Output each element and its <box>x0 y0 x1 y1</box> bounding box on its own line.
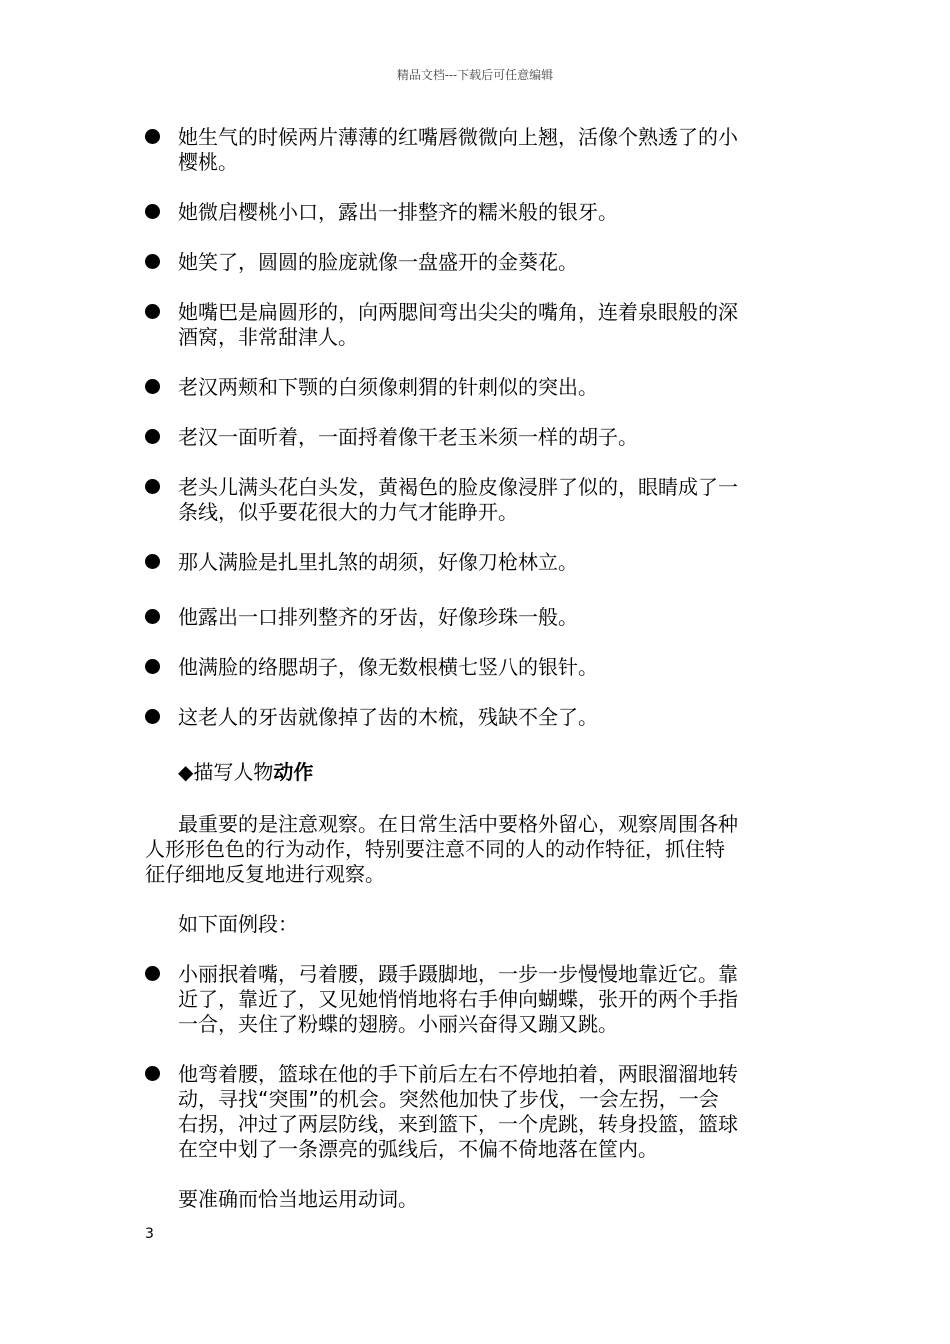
example-intro: 如下面例段： <box>178 912 298 936</box>
page-number: 3 <box>145 1226 154 1242</box>
bullet-line: 她笑了，圆圆的脸庞就像一盘盛开的金葵花。 <box>178 250 578 274</box>
bullet-line: 她微启樱桃小口，露出一排整齐的糯米般的银牙。 <box>178 200 618 224</box>
bullet-line: 樱桃。 <box>178 150 238 174</box>
bullet-dot <box>145 966 160 981</box>
bullet-dot <box>145 379 160 394</box>
bullet-line: 那人满脸是扎里扎煞的胡须，好像刀枪林立。 <box>178 550 578 574</box>
bullet-line: 酒窝，非常甜津人。 <box>178 325 358 349</box>
heading-bold-text: 动作 <box>273 760 314 784</box>
bullet-line: 在空中划了一条漂亮的弧线后，不偏不倚地落在筐内。 <box>178 1137 658 1161</box>
page-header: 精品文档---下载后可任意编辑 <box>396 68 554 82</box>
bullet-line: 他露出一口排列整齐的牙齿，好像珍珠一般。 <box>178 605 578 629</box>
bullet-line: 动，寻找“突围”的机会。突然他加快了步伐，一会左拐，一会 <box>178 1087 719 1111</box>
bullet-line: 老汉两颊和下颚的白须像刺猬的针刺似的突出。 <box>178 375 598 399</box>
heading-text: 描写人物 <box>193 760 274 784</box>
bullet-dot <box>145 554 160 569</box>
bullet-dot <box>145 609 160 624</box>
bullet-line: 老汉一面听着，一面捋着像干老玉米须一样的胡子。 <box>178 425 638 449</box>
paragraph-line: 人形形色色的行为动作，特别要注意不同的人的动作特征，抓住特 <box>145 837 725 861</box>
bullet-line: 条线，似乎要花很大的力气才能睁开。 <box>178 500 518 524</box>
bullet-line: 她嘴巴是扁圆形的，向两腮间弯出尖尖的嘴角，连着泉眼般的深 <box>178 300 738 324</box>
bullet-line: 一合，夹住了粉蝶的翅膀。小丽兴奋得又蹦又跳。 <box>178 1012 618 1036</box>
bullet-dot <box>145 254 160 269</box>
bullet-line: 这老人的牙齿就像掉了齿的木梳，残缺不全了。 <box>178 705 598 729</box>
bullet-line: 他弯着腰，篮球在他的手下前后左右不停地拍着，两眼溜溜地转 <box>178 1062 738 1086</box>
bullet-line: 老头儿满头花白头发，黄褐色的脸皮像浸胖了似的，眼睛成了一 <box>178 475 738 499</box>
bullet-dot <box>145 304 160 319</box>
bullet-line: 她生气的时候两片薄薄的红嘴唇微微向上翘，活像个熟透了的小 <box>178 125 738 149</box>
bullet-dot <box>145 429 160 444</box>
bullet-dot <box>145 659 160 674</box>
bullet-dot <box>145 129 160 144</box>
paragraph-line: 征仔细地反复地进行观察。 <box>145 862 385 886</box>
closing-line: 要准确而恰当地运用动词。 <box>178 1187 418 1211</box>
paragraph-line: 最重要的是注意观察。在日常生活中要格外留心，观察周围各种 <box>178 812 738 836</box>
bullet-dot <box>145 204 160 219</box>
bullet-line: 近了，靠近了，又见她悄悄地将右手伸向蝴蝶，张开的两个手指 <box>178 987 738 1011</box>
bullet-line: 他满脸的络腮胡子，像无数根横七竖八的银针。 <box>178 655 598 679</box>
bullet-dot <box>145 1066 160 1081</box>
bullet-line: 小丽抿着嘴，弓着腰，蹑手蹑脚地，一步一步慢慢地靠近它。靠 <box>178 962 738 986</box>
bullet-dot <box>145 709 160 724</box>
bullet-line: 右拐，冲过了两层防线，来到篮下，一个虎跳，转身投篮，篮球 <box>178 1112 738 1136</box>
section-heading <box>178 760 313 785</box>
diamond-icon: ◆ <box>178 760 194 784</box>
bullet-dot <box>145 479 160 494</box>
